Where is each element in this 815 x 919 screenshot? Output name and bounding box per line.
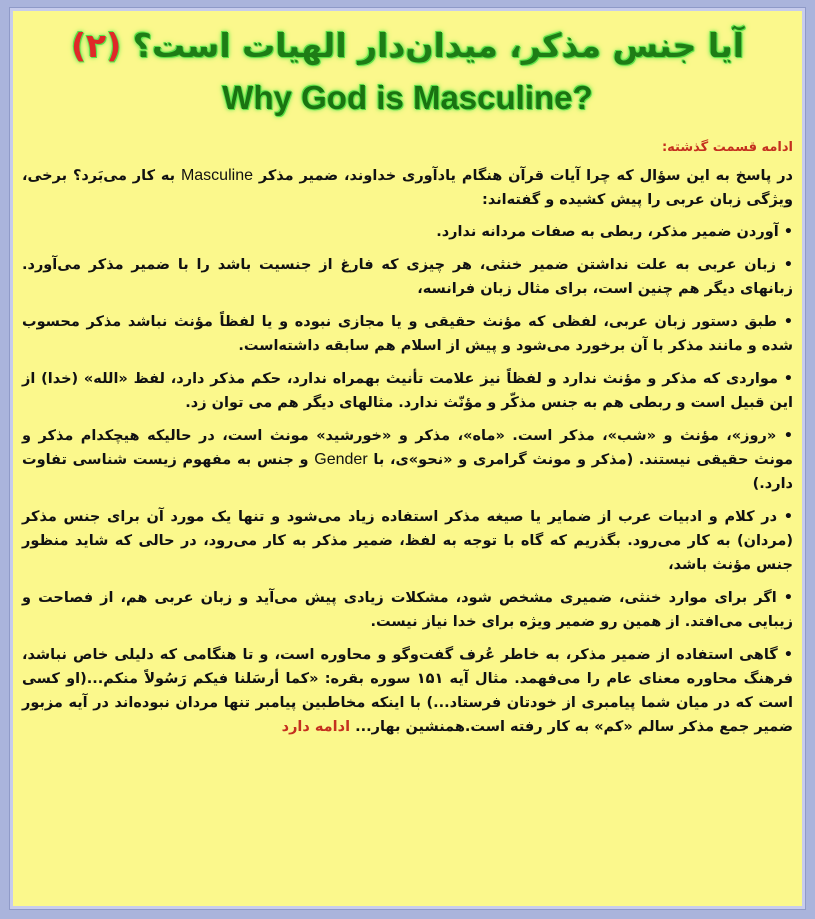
persian-title — [40, 24, 775, 68]
intro-text-2: به کار می‌بَرد؟ برخی، ویژگی زبان عربی را پیش کشیده و گفته‌اند: — [22, 168, 793, 208]
persian-title-text: آیا جنس مذکر، میدان‌دار الهیات است؟ — [132, 26, 745, 65]
bullet-5-text-2: و جنس به مفهوم زیست شناسی تفاوت دارد.) — [22, 452, 793, 492]
continuation-note: ادامه قسمت گذشته: — [661, 140, 793, 155]
bullet-8-text: • گاهی استفاده از ضمیر مذکر، به خاطر عُرف گفت‌وگو و محاوره است، و تا هنگامی که دلیلی خاص نباشد، فرهنگ محاوره معنای عام را می‌فهمد. مثال آیه ۱۵۱ سوره بقره: «کما أرسَلنا فیکم رَسُولاً منکم...(او کسی است که در میان شما پیامبری از خودتان فرستاد...) با اینکه مخاطبین پیامبر تنها مردان نبوده‌اند در آیه مزبور ضمیر جمع مذکر سالم «کم» به کار رفته است.همنشین بهار... — [22, 647, 793, 735]
bullet-7: • اگر برای موارد خنثی، ضمیری مشخص شود، مشکلات زیادی پیش می‌آید و زبان عربی هم، از فصاحت و زیبایی می‌افتد. از همین رو ضمیر ویژه برای خدا نیاز نیست. — [22, 590, 793, 630]
bullet-1: • آوردن ضمیر مذکر، ربطی به صفات مردانه ندارد. — [436, 224, 793, 240]
bullet-5 — [22, 424, 793, 496]
intro-latin-term: Masculine — [180, 167, 253, 184]
bullet-4: • مواردی که مذکر و مؤنث ندارد و لفظاً نیز علامت تأنیث بهمراه ندارد، حکم مذکر دارد، لفظ «الله» (خدا) از این قبیل است و ربطی هم به جنس مذکّر و مؤنّث ندارد. مثالهای دیگر هم می توان زد. — [22, 371, 793, 411]
intro-text-1: در پاسخ به این سؤال که چرا آیات قرآن هنگام یادآوری خداوند، ضمیر مذکر — [252, 168, 793, 184]
to-be-continued: ادامه دارد — [281, 719, 351, 735]
part-number: (۲) — [70, 26, 122, 65]
bullet-8 — [22, 643, 793, 739]
bullet-5-text-1: • «روز»، مؤنث و «شب»، مذکر است. «ماه»، مذکر و «خورشید» مونث است، در حالیکه هیچکدام مذکر و مونث حقیقی نیستند. (مذکر و مونث گرامری و «نحو»ی، با — [22, 428, 793, 468]
bullet-6: • در کلام و ادبیات عرب از ضمایر یا صیغه مذکر استفاده زیاد می‌شود و تنها یک مورد آن برای جنس مذکر (مردان) به کار می‌رود. بگذریم که گاه با توجه به لفظ، ضمیر مذکر به کار می‌رود، در حالی که شاید منظور جنس مؤنث باشد، — [22, 509, 793, 573]
bullet-5-latin-term: Gender — [314, 451, 368, 468]
english-title: Why God is Masculine? — [222, 79, 593, 116]
article-body — [22, 136, 793, 739]
intro-paragraph — [22, 164, 793, 212]
bullet-3: • طبق دستور زبان عربی، لفظی که مؤنث حقیقی و یا مجازی نبوده و یا لفظاً مؤنث نباشد مذکر محسوب شده و مانند مذکر با آن برخورد می‌شود و پیش از اسلام هم سابقه داشته‌است. — [22, 314, 793, 354]
bullet-2: • زبان عربی به علت نداشتن ضمیر خنثی، هر چیزی که فارغ از جنسیت باشد را با ضمیر مذکر می‌آورد. زبانهای دیگر هم چنین است، برای مثال زبان فرانسه، — [22, 257, 793, 297]
